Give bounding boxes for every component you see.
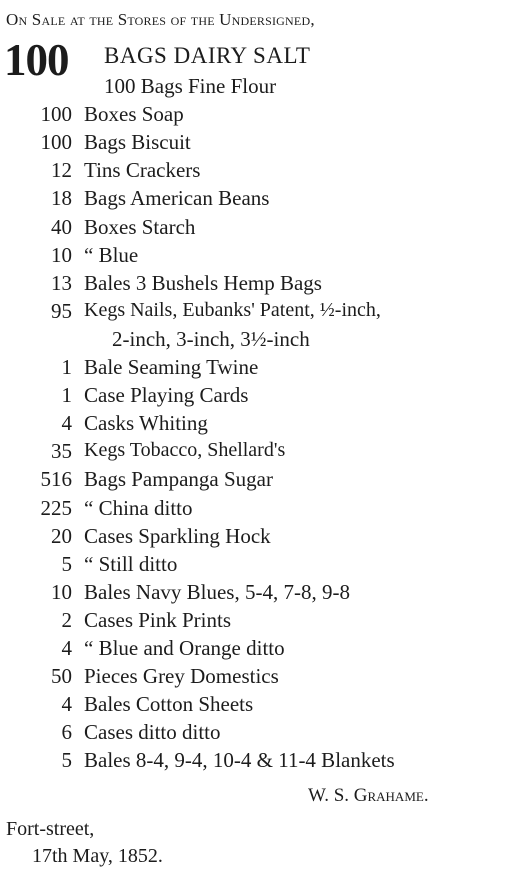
item-description: Bales Cotton Sheets bbox=[84, 692, 254, 717]
item-description: “ China ditto bbox=[84, 495, 193, 520]
item-row bbox=[0, 720, 517, 744]
item-description: Bales 8-4, 9-4, 10-4 & 11-4 Blankets bbox=[84, 748, 395, 773]
item-row bbox=[0, 102, 517, 126]
item-description: 100 Bags Fine Flour bbox=[104, 74, 277, 98]
item-row bbox=[0, 439, 517, 463]
item-description: Bale Seaming Twine bbox=[84, 355, 259, 379]
item-description: Casks Whiting bbox=[84, 411, 208, 436]
item-row bbox=[0, 748, 517, 772]
item-row bbox=[0, 186, 517, 210]
item-description: 2-inch, 3-inch, 3½-inch bbox=[112, 326, 310, 351]
item-description: Cases Pink Prints bbox=[84, 607, 232, 632]
item-row bbox=[0, 158, 517, 182]
item-quantity: 5 bbox=[61, 748, 72, 773]
item-row bbox=[0, 299, 517, 323]
item-description: “ Blue and Orange ditto bbox=[84, 636, 285, 660]
item-description: Bags Pampanga Sugar bbox=[84, 467, 273, 492]
item-row bbox=[0, 383, 517, 407]
item-quantity: 10 bbox=[51, 242, 72, 267]
item-description: Bales Navy Blues, 5-4, 7-8, 9-8 bbox=[84, 579, 350, 604]
item-row bbox=[0, 692, 517, 716]
item-description: Boxes Starch bbox=[84, 214, 196, 239]
item-row bbox=[0, 580, 517, 604]
item-quantity: 4 bbox=[61, 636, 72, 660]
item-row bbox=[0, 467, 517, 491]
item-row bbox=[0, 215, 517, 239]
item-row bbox=[0, 552, 517, 576]
headline: BAGS DAIRY SALT bbox=[104, 43, 311, 68]
item-quantity: 225 bbox=[40, 495, 72, 520]
footer-street: Fort-street, bbox=[6, 818, 95, 840]
item-quantity: 12 bbox=[51, 158, 72, 183]
item-quantity: 5 bbox=[61, 551, 72, 576]
item-row bbox=[0, 74, 517, 98]
item-row bbox=[0, 243, 517, 267]
item-row bbox=[0, 271, 517, 295]
lead-quantity: 100 bbox=[4, 35, 69, 85]
item-description: Kegs Tobacco, Shellard's bbox=[84, 439, 286, 462]
item-quantity: 1 bbox=[61, 383, 72, 408]
item-quantity: 35 bbox=[51, 439, 72, 464]
item-quantity: 4 bbox=[61, 692, 72, 717]
item-quantity: 95 bbox=[51, 298, 72, 323]
item-quantity: 18 bbox=[51, 186, 72, 211]
item-row bbox=[0, 636, 517, 660]
item-row bbox=[0, 327, 517, 351]
item-description: Boxes Soap bbox=[84, 102, 184, 127]
item-description: Case Playing Cards bbox=[84, 383, 249, 408]
item-quantity: 40 bbox=[51, 214, 72, 239]
item-quantity: 20 bbox=[51, 523, 72, 548]
item-description: Tins Crackers bbox=[84, 158, 201, 183]
signature: W. S. Grahame. bbox=[308, 785, 429, 806]
item-quantity: 6 bbox=[61, 720, 72, 745]
item-description: Bags Biscuit bbox=[84, 130, 191, 155]
item-quantity: 13 bbox=[51, 270, 72, 295]
item-row bbox=[0, 130, 517, 154]
item-quantity: 1 bbox=[61, 355, 72, 379]
item-row bbox=[0, 608, 517, 632]
item-row bbox=[0, 496, 517, 520]
item-description: Pieces Grey Domestics bbox=[84, 664, 279, 689]
header-line: On Sale at the Stores of the Undersigned, bbox=[6, 10, 315, 29]
footer-date: 17th May, 1852. bbox=[32, 845, 163, 867]
item-description: Bales 3 Bushels Hemp Bags bbox=[84, 270, 322, 295]
item-row bbox=[0, 355, 517, 379]
item-row bbox=[0, 524, 517, 548]
item-description: “ Blue bbox=[84, 242, 139, 267]
item-quantity: 2 bbox=[61, 607, 72, 632]
item-quantity: 50 bbox=[51, 664, 72, 689]
item-quantity: 100 bbox=[40, 130, 72, 155]
item-description: Kegs Nails, Eubanks' Patent, ½-inch, bbox=[84, 298, 381, 321]
item-quantity: 100 bbox=[40, 102, 72, 127]
item-quantity: 10 bbox=[51, 579, 72, 604]
item-description: Cases Sparkling Hock bbox=[84, 523, 271, 548]
item-description: “ Still ditto bbox=[84, 551, 178, 576]
item-row bbox=[0, 411, 517, 435]
item-description: Bags American Beans bbox=[84, 186, 270, 211]
item-quantity: 516 bbox=[40, 467, 72, 492]
item-row bbox=[0, 664, 517, 688]
item-description: Cases ditto ditto bbox=[84, 720, 221, 745]
item-quantity: 4 bbox=[61, 411, 72, 436]
